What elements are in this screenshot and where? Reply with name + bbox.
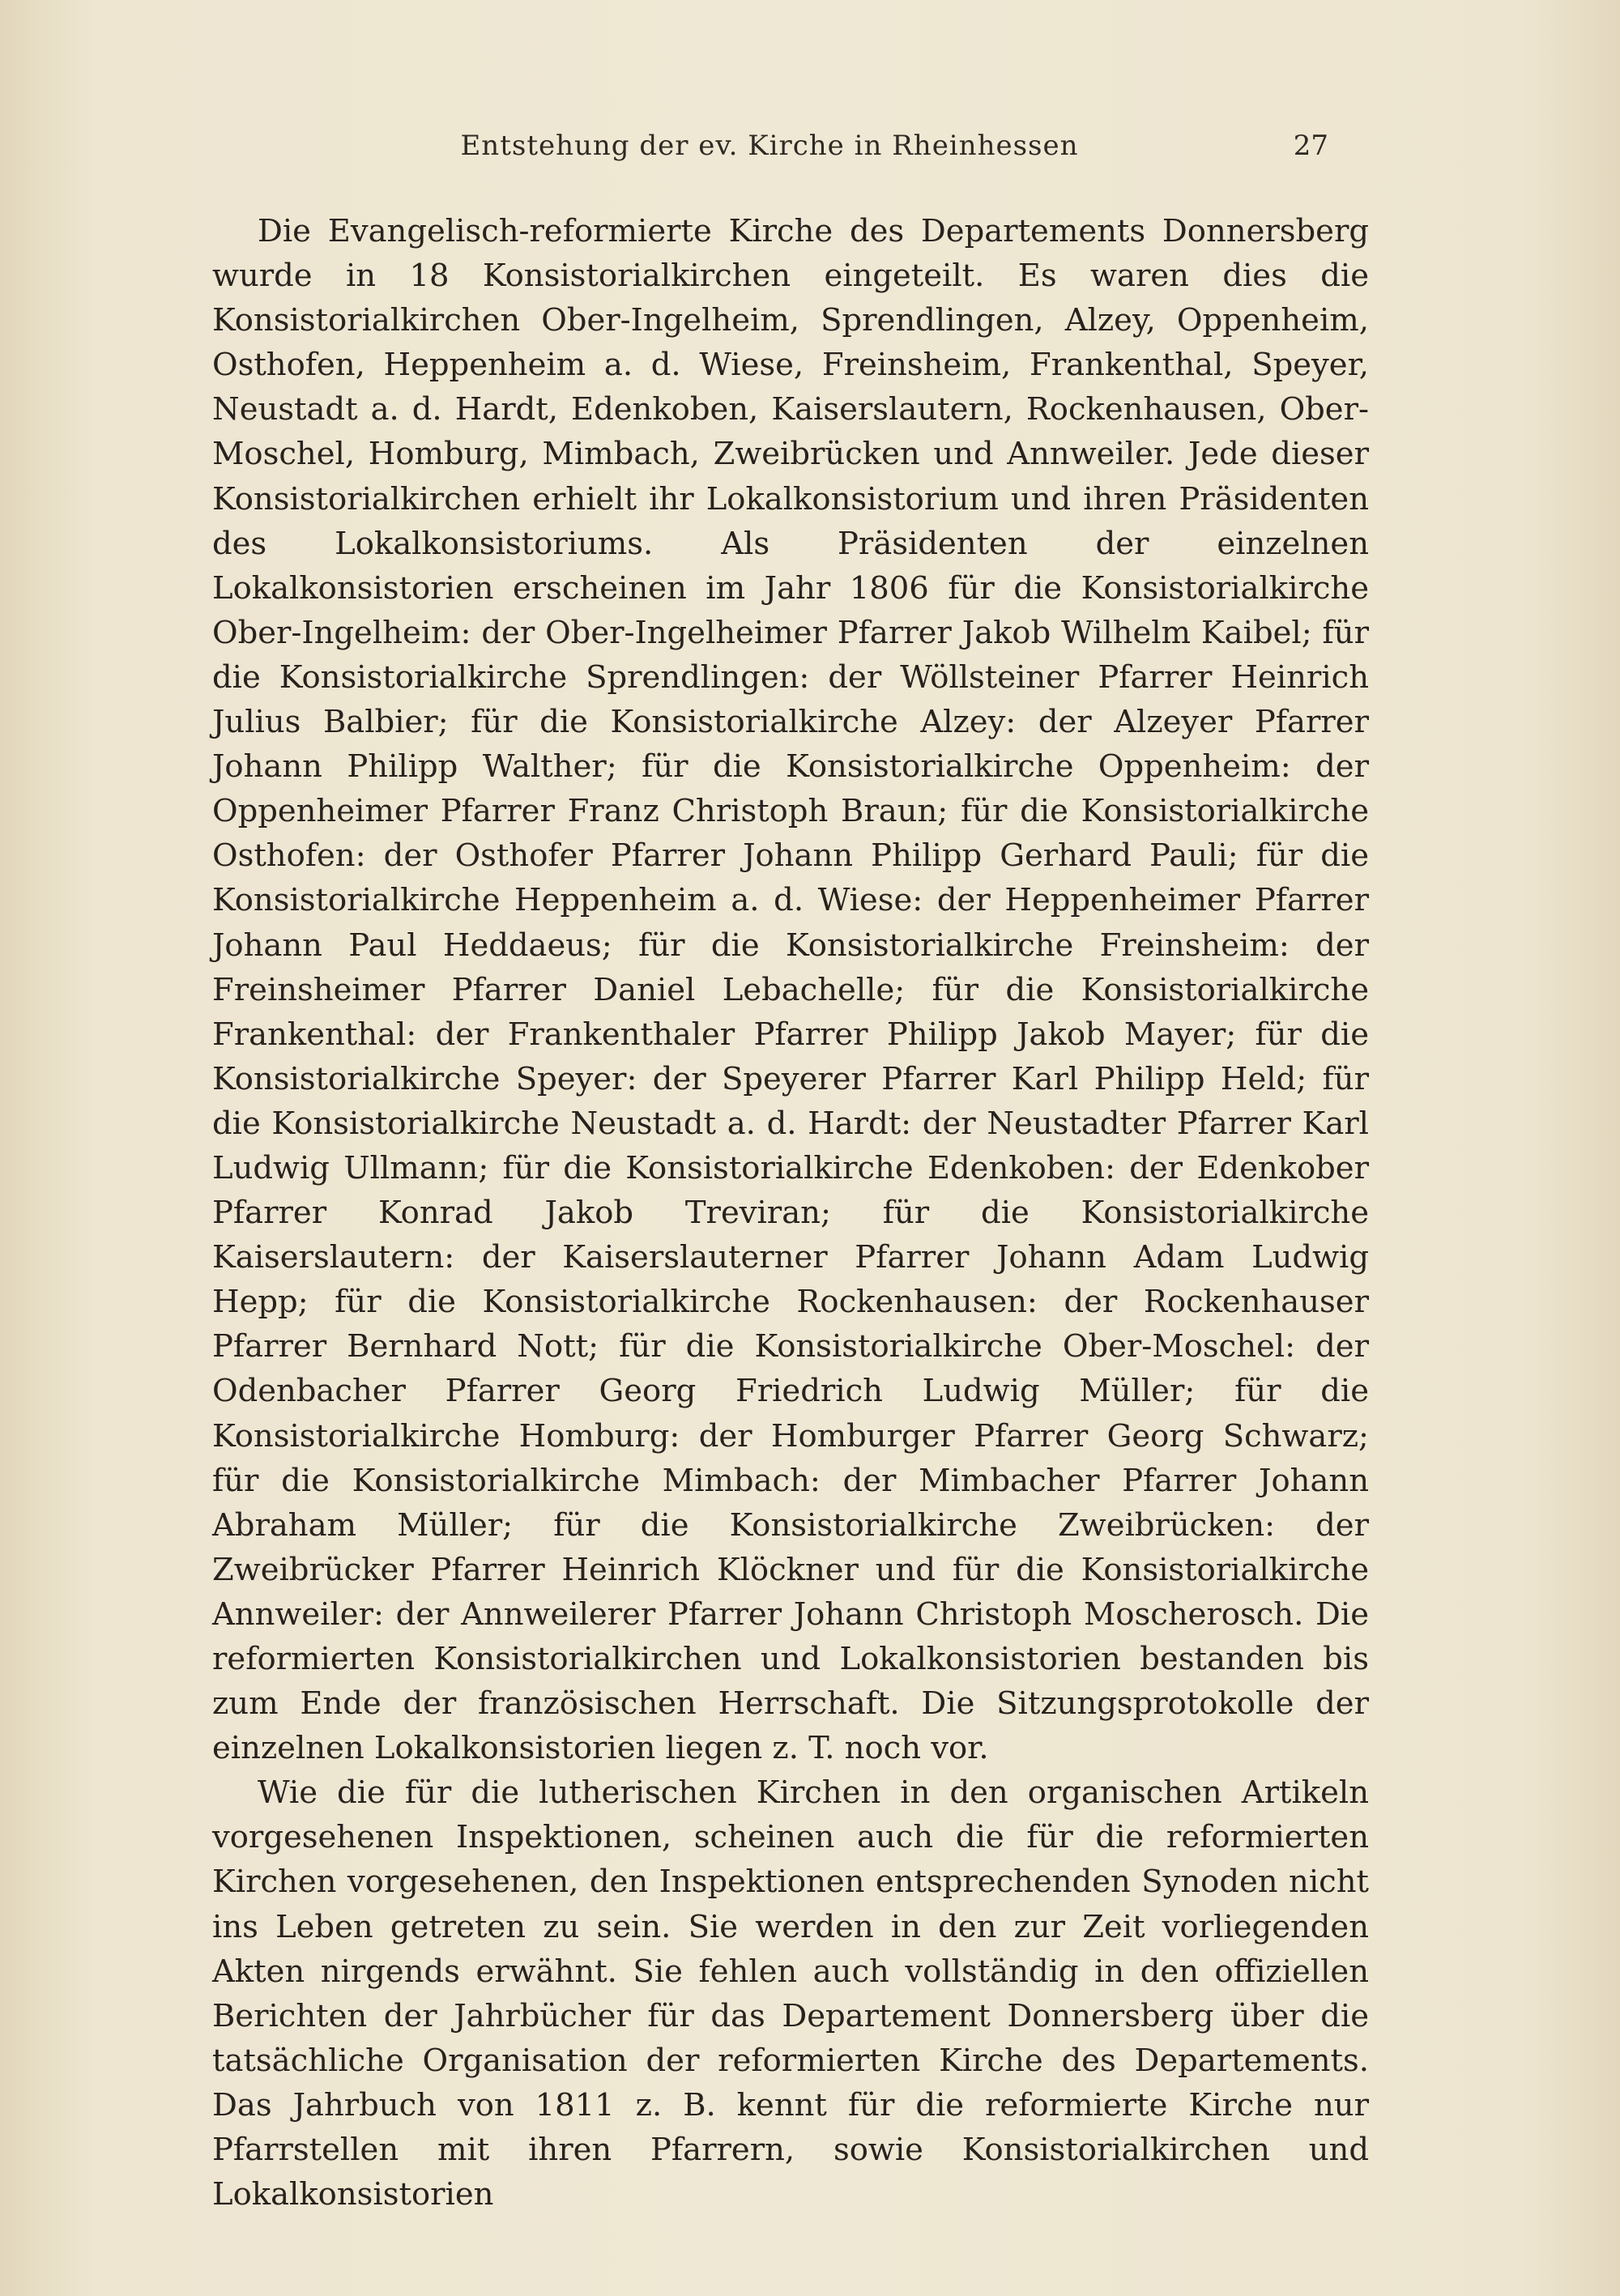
running-title: Entstehung der ev. Kirche in Rheinhessen [460, 130, 1079, 162]
page-number: 27 [1293, 130, 1328, 162]
paragraph-2: Wie die für die lutherischen Kirchen in den organischen Artikeln vorgesehenen Inspektionen, scheinen auch die für die reformierten Kirchen vorgesehenen, den Inspektionen entsprechenden Synoden nicht ins Leben getreten zu sein. Sie werden in den zur Zeit vorliegenden Akten nirgends erwähnt. Sie fehlen auch vollständig in den offiziellen Berichten der Jahrbücher für das Departement Donnersberg über die tatsächliche Organisation der reformierten Kirche des Departements. Das Jahrbuch von 1811 z. B. kennt für die reformierte Kirche nur Pfarrstellen mit ihren Pfarrern, sowie Konsistorialkirchen und Lokalkonsistorien [212, 1774, 1369, 2213]
page-header [211, 130, 1328, 170]
body-text [212, 209, 1369, 2217]
paragraph-1: Die Evangelisch-reformierte Kirche des Departements Donnersberg wurde in 18 Konsistorialkirchen eingeteilt. Es waren dies die Konsistorialkirchen Ober-Ingelheim, Sprendlingen, Alzey, Oppenheim, Osthofen, Heppenheim a. d. Wiese, Freinsheim, Frankenthal, Speyer, Neustadt a. d. Hardt, Edenkoben, Kaiserslautern, Rockenhausen, Ober-Moschel, Homburg, Mimbach, Zweibrücken und Annweiler. Jede dieser Konsistorialkirchen erhielt ihr Lokalkonsistorium und ihren Präsidenten des Lokalkonsistoriums. Als Präsidenten der einzelnen Lokalkonsistorien erscheinen im Jahr 1806 für die Konsistorialkirche Ober-Ingelheim: der Ober-Ingelheimer Pfarrer Jakob Wilhelm Kaibel; für die Konsistorialkirche Sprendlingen: der Wöllsteiner Pfarrer Heinrich Julius Balbier; für die Konsistorialkirche Alzey: der Alzeyer Pfarrer Johann Philipp Walther; für die Konsistorialkirche Oppenheim: der Oppenheimer Pfarrer Franz Christoph Braun; für die Konsistorialkirche Osthofen: der Osthofer Pfarrer Johann Philipp Gerhard Pauli; für die Konsistorialkirche Heppenheim a. d. Wiese: der Heppenheimer Pfarrer Johann Paul Heddaeus; für die Konsistorialkirche Freinsheim: der Freinsheimer Pfarrer Daniel Lebachelle; für die Konsistorialkirche Frankenthal: der Frankenthaler Pfarrer Philipp Jakob Mayer; für die Konsistorialkirche Speyer: der Speyerer Pfarrer Karl Philipp Held; für die Konsistorialkirche Neustadt a. d. Hardt: der Neustadter Pfarrer Karl Ludwig Ullmann; für die Konsistorialkirche Edenkoben: der Edenkober Pfarrer Konrad Jakob Treviran; für die Konsistorialkirche Kaiserslautern: der Kaiserslauterner Pfarrer Johann Adam Ludwig Hepp; für die Konsistorialkirche Rockenhausen: der Rockenhauser Pfarrer Bernhard Nott; für die Konsistorialkirche Ober-Moschel: der Odenbacher Pfarrer Georg Friedrich Ludwig Müller; für die Konsistorialkirche Homburg: der Homburger Pfarrer Georg Schwarz; für die Konsistorialkirche Mimbach: der Mimbacher Pfarrer Johann Abraham Müller; für die Konsistorialkirche Zweibrücken: der Zweibrücker Pfarrer Heinrich Klöckner und für die Konsistorialkirche Annweiler: der Annweilerer Pfarrer Johann Christoph Moscherosch. Die reformierten Konsistorialkirchen und Lokalkonsistorien bestanden bis zum Ende der französischen Herrschaft. Die Sitzungsprotokolle der einzelnen Lokalkonsistorien liegen z. T. noch vor. [212, 213, 1369, 1767]
